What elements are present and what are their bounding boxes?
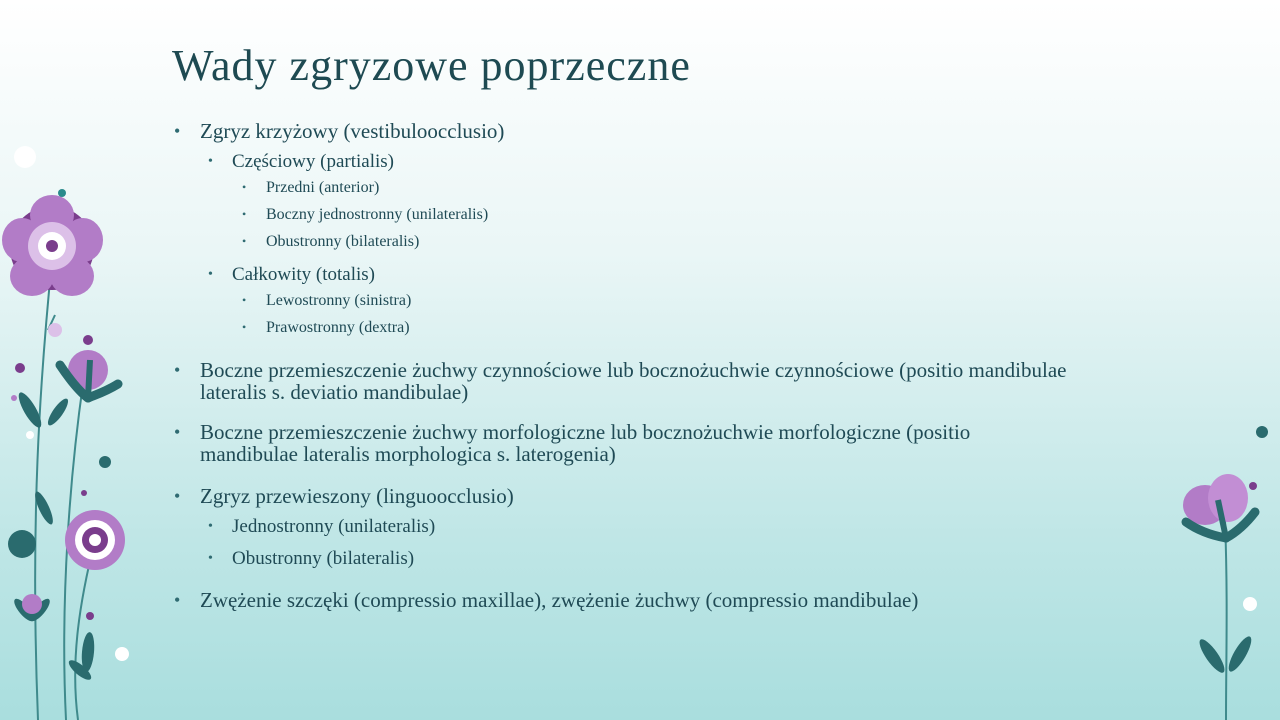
list-item: • Jednostronny (unilateralis): [172, 515, 1072, 539]
list-item: • Prawostronny (dextra): [172, 314, 1072, 341]
list-item: • Zgryz przewieszony (linguoocclusio): [172, 485, 1072, 507]
list-item: • Lewostronny (sinistra): [172, 287, 1072, 314]
list-item: • Całkowity (totalis): [172, 263, 1072, 287]
list-item: • Częściowy (partialis): [172, 150, 1072, 174]
bullet-list: [172, 120, 1072, 611]
flower-icon: [60, 350, 118, 398]
list-item: • Obustronny (bilateralis): [172, 547, 1072, 571]
list-item: • Zgryz krzyżowy (vestibuloocclusio): [172, 120, 1072, 142]
list-item: • Obustronny (bilateralis): [172, 228, 1072, 255]
flower-icon: [65, 510, 125, 570]
list-item: • Boczne przemieszczenie żuchwy morfologiczne lub bocznożuchwie morfologiczne (positio mandibulae lateralis morphologica s. laterogenia): [172, 421, 1072, 465]
list-item: • Boczny jednostronny (unilateralis): [172, 201, 1072, 228]
slide-title: Wady zgryzowe poprzeczne: [172, 41, 691, 90]
list-item: • Boczne przemieszczenie żuchwy czynnościowe lub bocznożuchwie czynnościowe (positio mandibulae lateralis s. deviatio mandibulae): [172, 359, 1072, 403]
flower-icon: [2, 195, 103, 296]
flower-icon: [1183, 474, 1255, 538]
list-item: • Przedni (anterior): [172, 174, 1072, 201]
list-item: • Zwężenie szczęki (compressio maxillae), zwężenie żuchwy (compressio mandibulae): [172, 589, 1072, 611]
